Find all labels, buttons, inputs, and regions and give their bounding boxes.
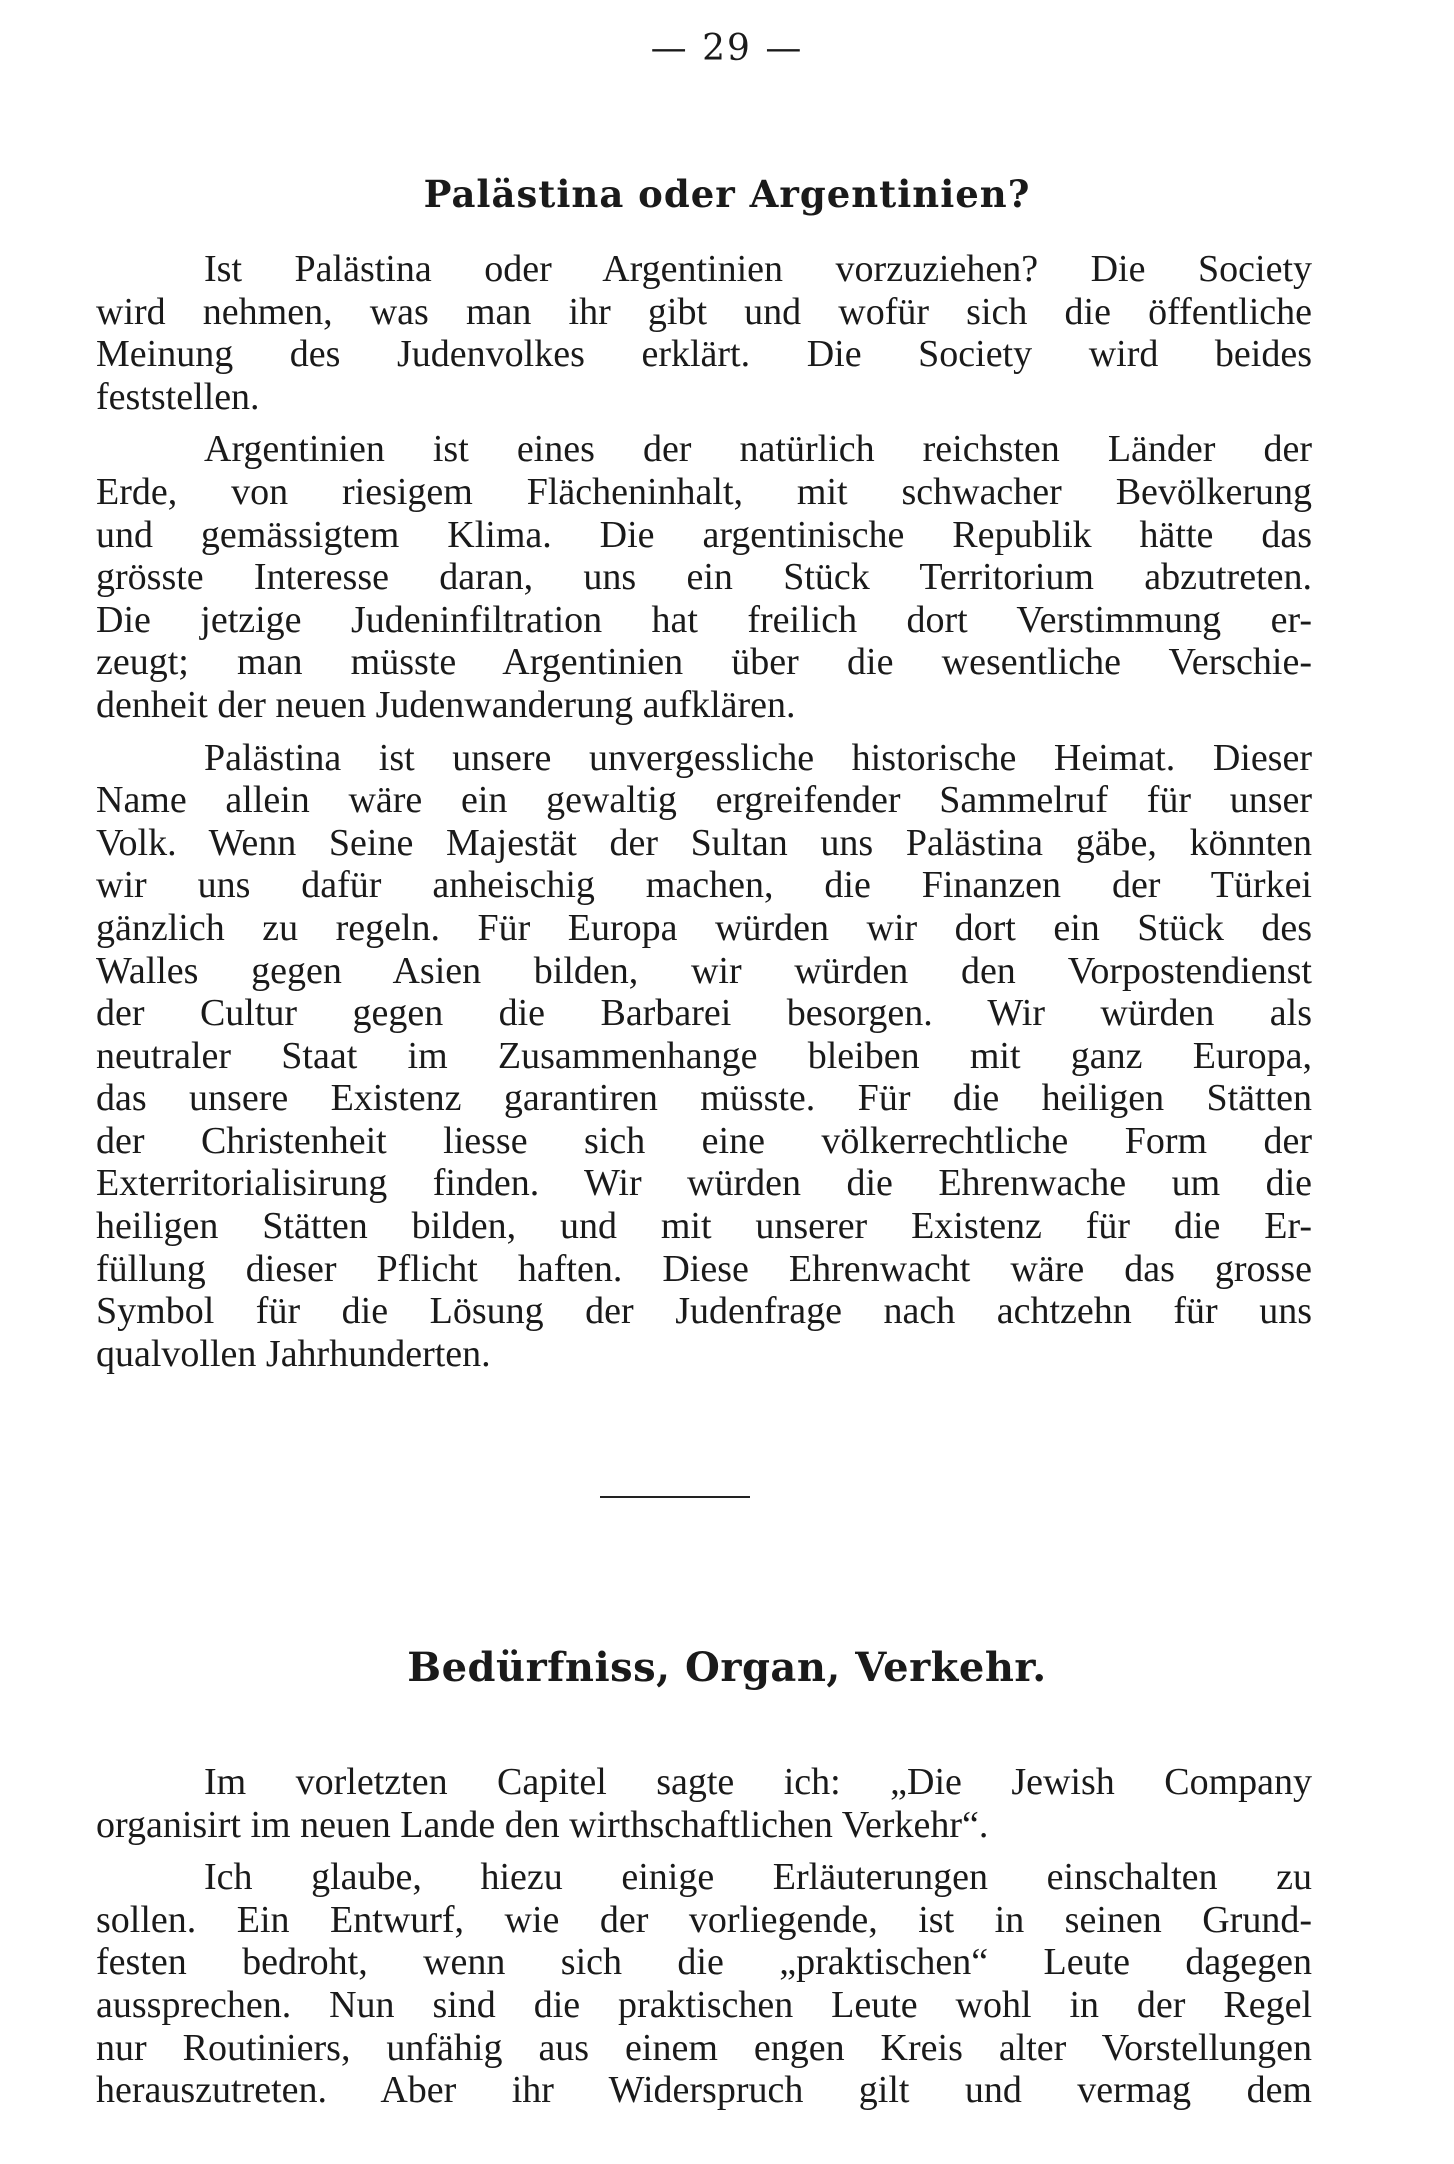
text-line: gänzlich zu regeln. Für Europa würden wir dort ein Stück des (96, 906, 1312, 949)
text-line: heiligen Stätten bilden, und mit unserer Existenz für die Er- (96, 1205, 1312, 1248)
text-line: zeugt; man müsste Argentinien über die wesentliche Verschie- (96, 641, 1312, 684)
text-line: herauszutreten. Aber ihr Widerspruch gilt und vermag dem (96, 2069, 1312, 2112)
section-separator (600, 1496, 750, 1498)
section-heading-palaestina: Palästina oder Argentinien? (423, 172, 1031, 216)
text-line: das unsere Existenz garantiren müsste. Für die heiligen Stätten (96, 1077, 1312, 1120)
text-line: Palästina ist unsere unvergessliche historische Heimat. Dieser (204, 736, 1312, 779)
text-line: Name allein wäre ein gewaltig ergreifender Sammelruf für unser (96, 779, 1312, 822)
text-line: festen bedroht, wenn sich die „praktischen“ Leute dagegen (96, 1941, 1312, 1984)
text-line: denheit der neuen Judenwanderung aufklären. (96, 683, 796, 726)
text-line: und gemässigtem Klima. Die argentinische Republik hätte das (96, 513, 1312, 556)
text-line: wird nehmen, was man ihr gibt und wofür sich die öffentliche (96, 290, 1312, 333)
text-line: Erde, von riesigem Flächeninhalt, mit schwacher Bevölkerung (96, 470, 1312, 513)
text-line: Ist Palästina oder Argentinien vorzuziehen? Die Society (204, 248, 1312, 290)
text-line: Meinung des Judenvolkes erklärt. Die Society wird beides (96, 333, 1312, 376)
text-line: wir uns dafür anheischig machen, die Finanzen der Türkei (96, 864, 1312, 907)
text-line: der Cultur gegen die Barbarei besorgen. Wir würden als (96, 992, 1312, 1035)
text-line: organisirt im neuen Lande den wirthschaftlichen Verkehr“. (96, 1803, 989, 1846)
text-line: Die jetzige Judeninfiltration hat freilich dort Verstimmung er- (96, 598, 1312, 641)
page-number: — 29 — (650, 28, 804, 69)
text-line: neutraler Staat im Zusammenhange bleiben mit ganz Europa, (96, 1034, 1312, 1077)
text-line: Ich glaube, hiezu einige Erläuterungen einschalten zu (204, 1856, 1312, 1899)
text-line: sollen. Ein Entwurf, wie der vorliegende, ist in seinen Grund- (96, 1898, 1312, 1941)
text-line: Im vorletzten Capitel sagte ich: „Die Jewish Company (204, 1761, 1312, 1803)
text-line: der Christenheit liesse sich eine völkerrechtliche Form der (96, 1119, 1312, 1162)
text-line: grösste Interesse daran, uns ein Stück Territorium abzutreten. (96, 556, 1312, 599)
text-line: qualvollen Jahrhunderten. (96, 1332, 491, 1375)
text-line: Walles gegen Asien bilden, wir würden den Vorpostendienst (96, 949, 1312, 992)
section-heading-beduerfniss: Bedürfniss, Organ, Verkehr. (407, 1644, 1047, 1691)
section-body-beduerfniss (96, 1761, 1312, 2112)
text-line: Exterritorialisirung finden. Wir würden die Ehrenwache um die (96, 1162, 1312, 1205)
text-line: Argentinien ist eines der natürlich reichsten Länder der (204, 428, 1312, 471)
text-line: feststellen. (96, 375, 260, 418)
text-line: Symbol für die Lösung der Judenfrage nach achtzehn für uns (96, 1290, 1312, 1333)
text-line: füllung dieser Pflicht haften. Diese Ehrenwacht wäre das grosse (96, 1247, 1312, 1290)
text-line: Volk. Wenn Seine Majestät der Sultan uns Palästina gäbe, könnten (96, 821, 1312, 864)
text-line: nur Routiniers, unfähig aus einem engen Kreis alter Vorstellungen (96, 2026, 1312, 2069)
section-body-palaestina (96, 248, 1312, 1375)
text-line: aussprechen. Nun sind die praktischen Leute wohl in der Regel (96, 1983, 1312, 2026)
